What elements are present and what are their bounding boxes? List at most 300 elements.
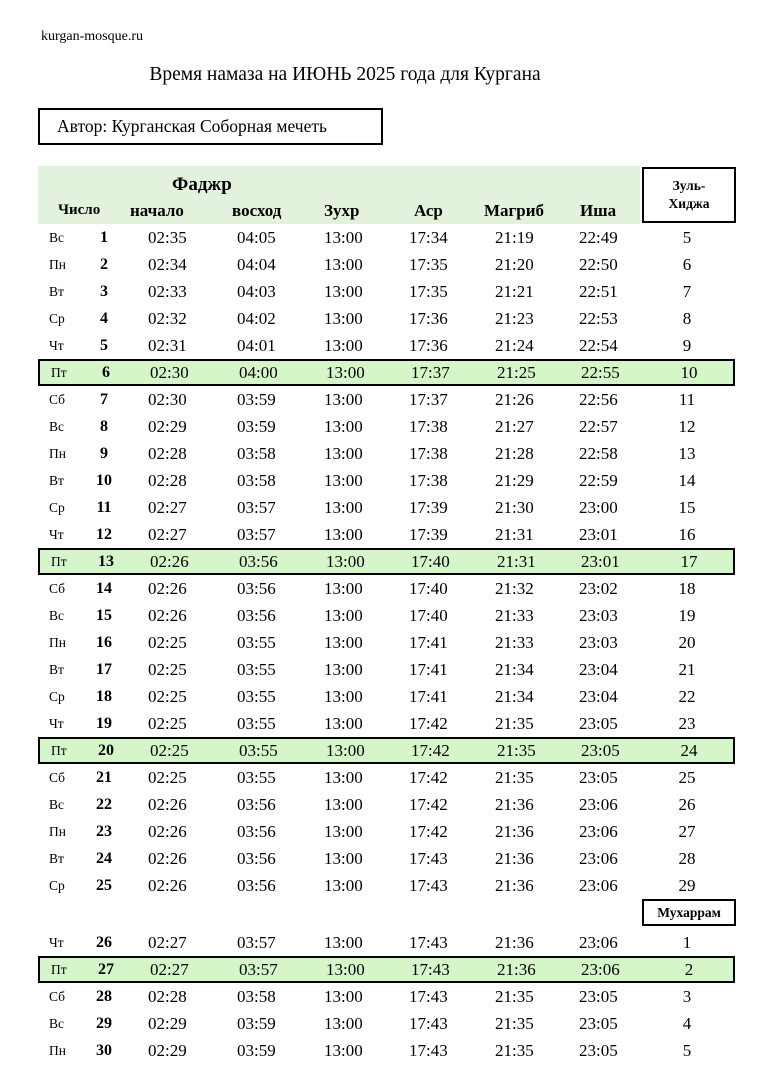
table-row <box>38 983 735 1010</box>
zuhr-time: 13:00 <box>324 444 363 463</box>
table-row <box>38 332 735 359</box>
isha-time: 23:06 <box>579 795 618 814</box>
hijri-day: 18 <box>678 579 696 598</box>
hijri-day: 2 <box>684 960 694 979</box>
fajr-start: 02:28 <box>148 471 187 490</box>
hijri-day: 6 <box>682 255 692 274</box>
day-of-week: Вс <box>49 608 64 623</box>
asr-time: 17:42 <box>411 741 450 760</box>
zuhr-time: 13:00 <box>324 714 363 733</box>
table-row <box>38 413 735 440</box>
sunrise-time: 03:58 <box>237 471 276 490</box>
hijri-month-header <box>642 167 736 223</box>
isha-time: 23:03 <box>579 606 618 625</box>
maghrib-time: 21:33 <box>495 606 534 625</box>
day-number: 27 <box>98 961 114 978</box>
day-number: 3 <box>100 283 108 300</box>
day-of-week: Пн <box>49 635 66 650</box>
fajr-start: 02:26 <box>148 822 187 841</box>
fajr-start: 02:25 <box>148 768 187 787</box>
day-of-week: Чт <box>49 935 64 950</box>
isha-time: 22:55 <box>581 363 620 382</box>
day-of-week: Пн <box>49 257 66 272</box>
maghrib-time: 21:35 <box>497 741 536 760</box>
zuhr-time: 13:00 <box>324 849 363 868</box>
sunrise-time: 03:55 <box>237 714 276 733</box>
sunrise-time: 04:03 <box>237 282 276 301</box>
day-of-week: Ср <box>49 878 65 893</box>
day-of-week: Пт <box>51 554 67 569</box>
asr-time: 17:43 <box>411 960 450 979</box>
hijri-day: 7 <box>682 282 692 301</box>
asr-time: 17:41 <box>409 660 448 679</box>
hijri-day: 21 <box>678 660 696 679</box>
table-row <box>38 224 735 251</box>
maghrib-time: 21:26 <box>495 390 534 409</box>
day-number: 22 <box>96 796 112 813</box>
fajr-start: 02:27 <box>150 960 189 979</box>
maghrib-time: 21:19 <box>495 228 534 247</box>
table-row <box>38 494 735 521</box>
day-of-week: Сб <box>49 770 66 785</box>
zuhr-time: 13:00 <box>324 471 363 490</box>
day-of-week: Чт <box>49 527 64 542</box>
sunrise-time: 03:59 <box>237 390 276 409</box>
table-row <box>38 818 735 845</box>
asr-time: 17:40 <box>411 552 450 571</box>
sunrise-time: 03:56 <box>237 876 276 895</box>
author-box: Автор: Курганская Соборная мечеть <box>38 108 383 145</box>
isha-time: 23:05 <box>581 741 620 760</box>
maghrib-time: 21:28 <box>495 444 534 463</box>
asr-time: 17:38 <box>409 471 448 490</box>
maghrib-time: 21:27 <box>495 417 534 436</box>
sunrise-time: 04:04 <box>237 255 276 274</box>
zuhr-time: 13:00 <box>324 525 363 544</box>
day-number: 20 <box>98 742 114 759</box>
day-of-week: Сб <box>49 581 66 596</box>
zuhr-time: 13:00 <box>324 933 363 952</box>
maghrib-time: 21:29 <box>495 471 534 490</box>
sunrise-time: 03:55 <box>237 633 276 652</box>
sunrise-time: 03:59 <box>237 417 276 436</box>
sunrise-time: 03:57 <box>237 498 276 517</box>
friday-row <box>38 359 735 386</box>
isha-time: 23:06 <box>579 876 618 895</box>
isha-time: 22:53 <box>579 309 618 328</box>
zuhr-time: 13:00 <box>324 282 363 301</box>
asr-time: 17:34 <box>409 228 448 247</box>
table-row <box>38 305 735 332</box>
sunrise-time: 03:59 <box>237 1014 276 1033</box>
maghrib-time: 21:36 <box>495 933 534 952</box>
hijri-day: 17 <box>680 552 698 571</box>
asr-time: 17:41 <box>409 633 448 652</box>
maghrib-time: 21:34 <box>495 687 534 706</box>
table-row <box>38 872 735 899</box>
day-of-week: Вс <box>49 1016 64 1031</box>
day-of-week: Пн <box>49 446 66 461</box>
table-row <box>38 629 735 656</box>
maghrib-time: 21:30 <box>495 498 534 517</box>
isha-time: 23:04 <box>579 687 618 706</box>
fajr-start: 02:35 <box>148 228 187 247</box>
isha-time: 22:58 <box>579 444 618 463</box>
asr-time: 17:43 <box>409 1041 448 1060</box>
day-of-week: Пт <box>51 962 67 977</box>
day-number: 12 <box>96 526 112 543</box>
day-of-week: Пт <box>51 743 67 758</box>
sunrise-time: 03:56 <box>237 606 276 625</box>
day-number: 19 <box>96 715 112 732</box>
site-url: kurgan-mosque.ru <box>41 29 143 44</box>
isha-time: 23:05 <box>579 768 618 787</box>
fajr-start: 02:32 <box>148 309 187 328</box>
zuhr-time: 13:00 <box>326 960 365 979</box>
isha-time: 22:49 <box>579 228 618 247</box>
maghrib-time: 21:35 <box>495 768 534 787</box>
fajr-start: 02:28 <box>148 987 187 1006</box>
asr-time: 17:35 <box>409 255 448 274</box>
isha-time: 22:50 <box>579 255 618 274</box>
hijri-day: 25 <box>678 768 696 787</box>
day-of-week: Ср <box>49 500 65 515</box>
hijri-day: 20 <box>678 633 696 652</box>
day-of-week: Чт <box>49 716 64 731</box>
table-row <box>38 440 735 467</box>
hijri-day: 27 <box>678 822 696 841</box>
table-row <box>38 710 735 737</box>
hijri-month-header-2: Мухаррам <box>642 899 736 926</box>
isha-time: 22:57 <box>579 417 618 436</box>
zuhr-time: 13:00 <box>324 390 363 409</box>
maghrib-time: 21:36 <box>497 960 536 979</box>
hijri-month-part: Зуль- <box>672 178 706 193</box>
fajr-start: 02:25 <box>150 741 189 760</box>
zuhr-time: 13:00 <box>324 498 363 517</box>
asr-time: 17:43 <box>409 1014 448 1033</box>
zuhr-time: 13:00 <box>324 768 363 787</box>
day-number: 13 <box>98 553 114 570</box>
day-number: 1 <box>100 229 108 246</box>
table-row <box>38 575 735 602</box>
start-header: начало <box>130 201 184 220</box>
maghrib-time: 21:35 <box>495 987 534 1006</box>
day-number: 11 <box>96 499 112 516</box>
isha-time: 23:01 <box>581 552 620 571</box>
asr-time: 17:36 <box>409 336 448 355</box>
isha-time: 23:05 <box>579 1041 618 1060</box>
hijri-day: 24 <box>680 741 698 760</box>
day-number: 4 <box>100 310 108 327</box>
fajr-start: 02:28 <box>148 444 187 463</box>
fajr-start: 02:29 <box>148 417 187 436</box>
sunrise-time: 03:57 <box>237 525 276 544</box>
maghrib-time: 21:35 <box>495 714 534 733</box>
hijri-day: 23 <box>678 714 696 733</box>
asr-time: 17:42 <box>409 822 448 841</box>
asr-time: 17:38 <box>409 444 448 463</box>
table-row <box>38 521 735 548</box>
zuhr-time: 13:00 <box>326 363 365 382</box>
day-number: 8 <box>100 418 108 435</box>
hijri-day: 26 <box>678 795 696 814</box>
day-number: 28 <box>96 988 112 1005</box>
table-row <box>38 602 735 629</box>
isha-time: 22:54 <box>579 336 618 355</box>
asr-time: 17:42 <box>409 795 448 814</box>
fajr-start: 02:26 <box>148 849 187 868</box>
maghrib-time: 21:23 <box>495 309 534 328</box>
zuhr-time: 13:00 <box>324 687 363 706</box>
sunrise-time: 03:56 <box>237 822 276 841</box>
fajr-start: 02:25 <box>148 714 187 733</box>
day-of-week: Пн <box>49 824 66 839</box>
hijri-day: 5 <box>682 228 692 247</box>
isha-time: 23:03 <box>579 633 618 652</box>
asr-time: 17:42 <box>409 768 448 787</box>
isha-time: 22:51 <box>579 282 618 301</box>
day-number: 18 <box>96 688 112 705</box>
friday-row <box>38 737 735 764</box>
sunrise-header: восход <box>232 201 282 220</box>
zuhr-time: 13:00 <box>324 822 363 841</box>
hijri-day: 28 <box>678 849 696 868</box>
day-number: 15 <box>96 607 112 624</box>
table-row <box>38 764 735 791</box>
sunrise-time: 04:01 <box>237 336 276 355</box>
hijri-day: 16 <box>678 525 696 544</box>
isha-time: 23:04 <box>579 660 618 679</box>
day-of-week: Вс <box>49 419 64 434</box>
zuhr-time: 13:00 <box>324 228 363 247</box>
hijri-day: 10 <box>680 363 698 382</box>
asr-time: 17:37 <box>411 363 450 382</box>
maghrib-header: Магриб <box>484 201 545 220</box>
day-number: 10 <box>96 472 112 489</box>
day-number: 25 <box>96 877 112 894</box>
day-of-week: Вт <box>49 851 64 866</box>
zuhr-time: 13:00 <box>326 741 365 760</box>
hijri-day: 12 <box>678 417 696 436</box>
day-number: 26 <box>96 934 112 951</box>
day-of-week: Вт <box>49 662 64 677</box>
hijri-month-part: Хиджа <box>668 196 710 211</box>
zuhr-time: 13:00 <box>326 552 365 571</box>
zuhr-time: 13:00 <box>324 606 363 625</box>
fajr-start: 02:30 <box>150 363 189 382</box>
fajr-start: 02:30 <box>148 390 187 409</box>
sunrise-time: 04:00 <box>239 363 278 382</box>
hijri-day: 14 <box>678 471 696 490</box>
sunrise-time: 03:56 <box>237 579 276 598</box>
isha-time: 23:05 <box>579 987 618 1006</box>
isha-time: 22:59 <box>579 471 618 490</box>
table-row <box>38 278 735 305</box>
maghrib-time: 21:24 <box>495 336 534 355</box>
day-of-week: Сб <box>49 989 66 1004</box>
isha-time: 22:56 <box>579 390 618 409</box>
asr-time: 17:40 <box>409 579 448 598</box>
fajr-start: 02:25 <box>148 660 187 679</box>
zuhr-header: Зухр <box>324 201 360 220</box>
hijri-day: 29 <box>678 876 696 895</box>
sunrise-time: 03:56 <box>237 795 276 814</box>
fajr-start: 02:31 <box>148 336 187 355</box>
day-number: 21 <box>96 769 112 786</box>
hijri-day: 9 <box>682 336 692 355</box>
fajr-header: Фаджр <box>172 174 232 195</box>
fajr-start: 02:26 <box>148 579 187 598</box>
sunrise-time: 03:55 <box>239 741 278 760</box>
maghrib-time: 21:21 <box>495 282 534 301</box>
maghrib-time: 21:31 <box>495 525 534 544</box>
hijri-day: 4 <box>682 1014 692 1033</box>
sunrise-time: 03:56 <box>239 552 278 571</box>
isha-time: 23:00 <box>579 498 618 517</box>
zuhr-time: 13:00 <box>324 987 363 1006</box>
asr-time: 17:39 <box>409 525 448 544</box>
day-number: 17 <box>96 661 112 678</box>
zuhr-time: 13:00 <box>324 579 363 598</box>
day-number: 24 <box>96 850 112 867</box>
zuhr-time: 13:00 <box>324 417 363 436</box>
asr-time: 17:40 <box>409 606 448 625</box>
isha-time: 23:02 <box>579 579 618 598</box>
asr-time: 17:43 <box>409 849 448 868</box>
hijri-day: 3 <box>682 987 692 1006</box>
maghrib-time: 21:20 <box>495 255 534 274</box>
fajr-start: 02:29 <box>148 1041 187 1060</box>
fajr-start: 02:26 <box>148 606 187 625</box>
isha-time: 23:06 <box>581 960 620 979</box>
sunrise-time: 04:02 <box>237 309 276 328</box>
sunrise-time: 03:58 <box>237 444 276 463</box>
day-of-week: Вт <box>49 473 64 488</box>
table-row <box>38 929 735 956</box>
asr-time: 17:43 <box>409 987 448 1006</box>
day-of-week: Вс <box>49 797 64 812</box>
isha-header: Иша <box>580 201 617 220</box>
asr-time: 17:37 <box>409 390 448 409</box>
fajr-start: 02:27 <box>148 933 187 952</box>
zuhr-time: 13:00 <box>324 633 363 652</box>
sunrise-time: 03:58 <box>237 987 276 1006</box>
table-row <box>38 683 735 710</box>
zuhr-time: 13:00 <box>324 660 363 679</box>
sunrise-time: 03:57 <box>237 933 276 952</box>
hijri-day: 22 <box>678 687 696 706</box>
isha-time: 23:06 <box>579 933 618 952</box>
fajr-start: 02:25 <box>148 633 187 652</box>
number-header: Число <box>58 202 101 218</box>
day-of-week: Вт <box>49 284 64 299</box>
maghrib-time: 21:36 <box>495 822 534 841</box>
hijri-day: 19 <box>678 606 696 625</box>
fajr-start: 02:27 <box>148 498 187 517</box>
table-row <box>38 791 735 818</box>
fajr-start: 02:26 <box>148 795 187 814</box>
sunrise-time: 03:55 <box>237 687 276 706</box>
maghrib-time: 21:36 <box>495 876 534 895</box>
table-row <box>38 386 735 413</box>
maghrib-time: 21:35 <box>495 1041 534 1060</box>
asr-time: 17:39 <box>409 498 448 517</box>
hijri-day: 11 <box>678 390 696 409</box>
maghrib-time: 21:36 <box>495 849 534 868</box>
table-row <box>38 467 735 494</box>
sunrise-time: 03:55 <box>237 660 276 679</box>
fajr-start: 02:29 <box>148 1014 187 1033</box>
maghrib-time: 21:32 <box>495 579 534 598</box>
maghrib-time: 21:33 <box>495 633 534 652</box>
day-number: 29 <box>96 1015 112 1032</box>
zuhr-time: 13:00 <box>324 336 363 355</box>
table-row <box>38 656 735 683</box>
asr-time: 17:35 <box>409 282 448 301</box>
zuhr-time: 13:00 <box>324 1014 363 1033</box>
day-number: 6 <box>102 364 110 381</box>
asr-header: Аср <box>414 201 443 220</box>
sunrise-time: 03:55 <box>237 768 276 787</box>
zuhr-time: 13:00 <box>324 876 363 895</box>
day-of-week: Чт <box>49 338 64 353</box>
maghrib-time: 21:34 <box>495 660 534 679</box>
sunrise-time: 04:05 <box>237 228 276 247</box>
maghrib-time: 21:25 <box>497 363 536 382</box>
sunrise-time: 03:59 <box>237 1041 276 1060</box>
fajr-start: 02:27 <box>148 525 187 544</box>
zuhr-time: 13:00 <box>324 255 363 274</box>
friday-row <box>38 548 735 575</box>
hijri-day: 15 <box>678 498 696 517</box>
day-number: 9 <box>100 445 108 462</box>
day-number: 7 <box>100 391 108 408</box>
sunrise-time: 03:57 <box>239 960 278 979</box>
zuhr-time: 13:00 <box>324 1041 363 1060</box>
friday-row <box>38 956 735 983</box>
page-title <box>0 64 690 86</box>
table-row <box>38 1037 735 1064</box>
asr-time: 17:36 <box>409 309 448 328</box>
title-text: Время намаза на ИЮНЬ 2025 года для Кургана <box>149 64 541 85</box>
isha-time: 23:05 <box>579 714 618 733</box>
asr-time: 17:42 <box>409 714 448 733</box>
table-row <box>38 251 735 278</box>
isha-time: 23:01 <box>579 525 618 544</box>
day-of-week: Ср <box>49 311 65 326</box>
maghrib-time: 21:36 <box>495 795 534 814</box>
isha-time: 23:06 <box>579 849 618 868</box>
table-row <box>38 1010 735 1037</box>
zuhr-time: 13:00 <box>324 795 363 814</box>
fajr-start: 02:34 <box>148 255 187 274</box>
fajr-start: 02:25 <box>148 687 187 706</box>
day-number: 5 <box>100 337 108 354</box>
day-number: 30 <box>96 1042 112 1059</box>
day-of-week: Вс <box>49 230 64 245</box>
fajr-start: 02:26 <box>150 552 189 571</box>
table-row <box>38 845 735 872</box>
asr-time: 17:43 <box>409 933 448 952</box>
asr-time: 17:38 <box>409 417 448 436</box>
day-of-week: Пт <box>51 365 67 380</box>
zuhr-time: 13:00 <box>324 309 363 328</box>
isha-time: 23:05 <box>579 1014 618 1033</box>
fajr-start: 02:33 <box>148 282 187 301</box>
isha-time: 23:06 <box>579 822 618 841</box>
day-number: 23 <box>96 823 112 840</box>
